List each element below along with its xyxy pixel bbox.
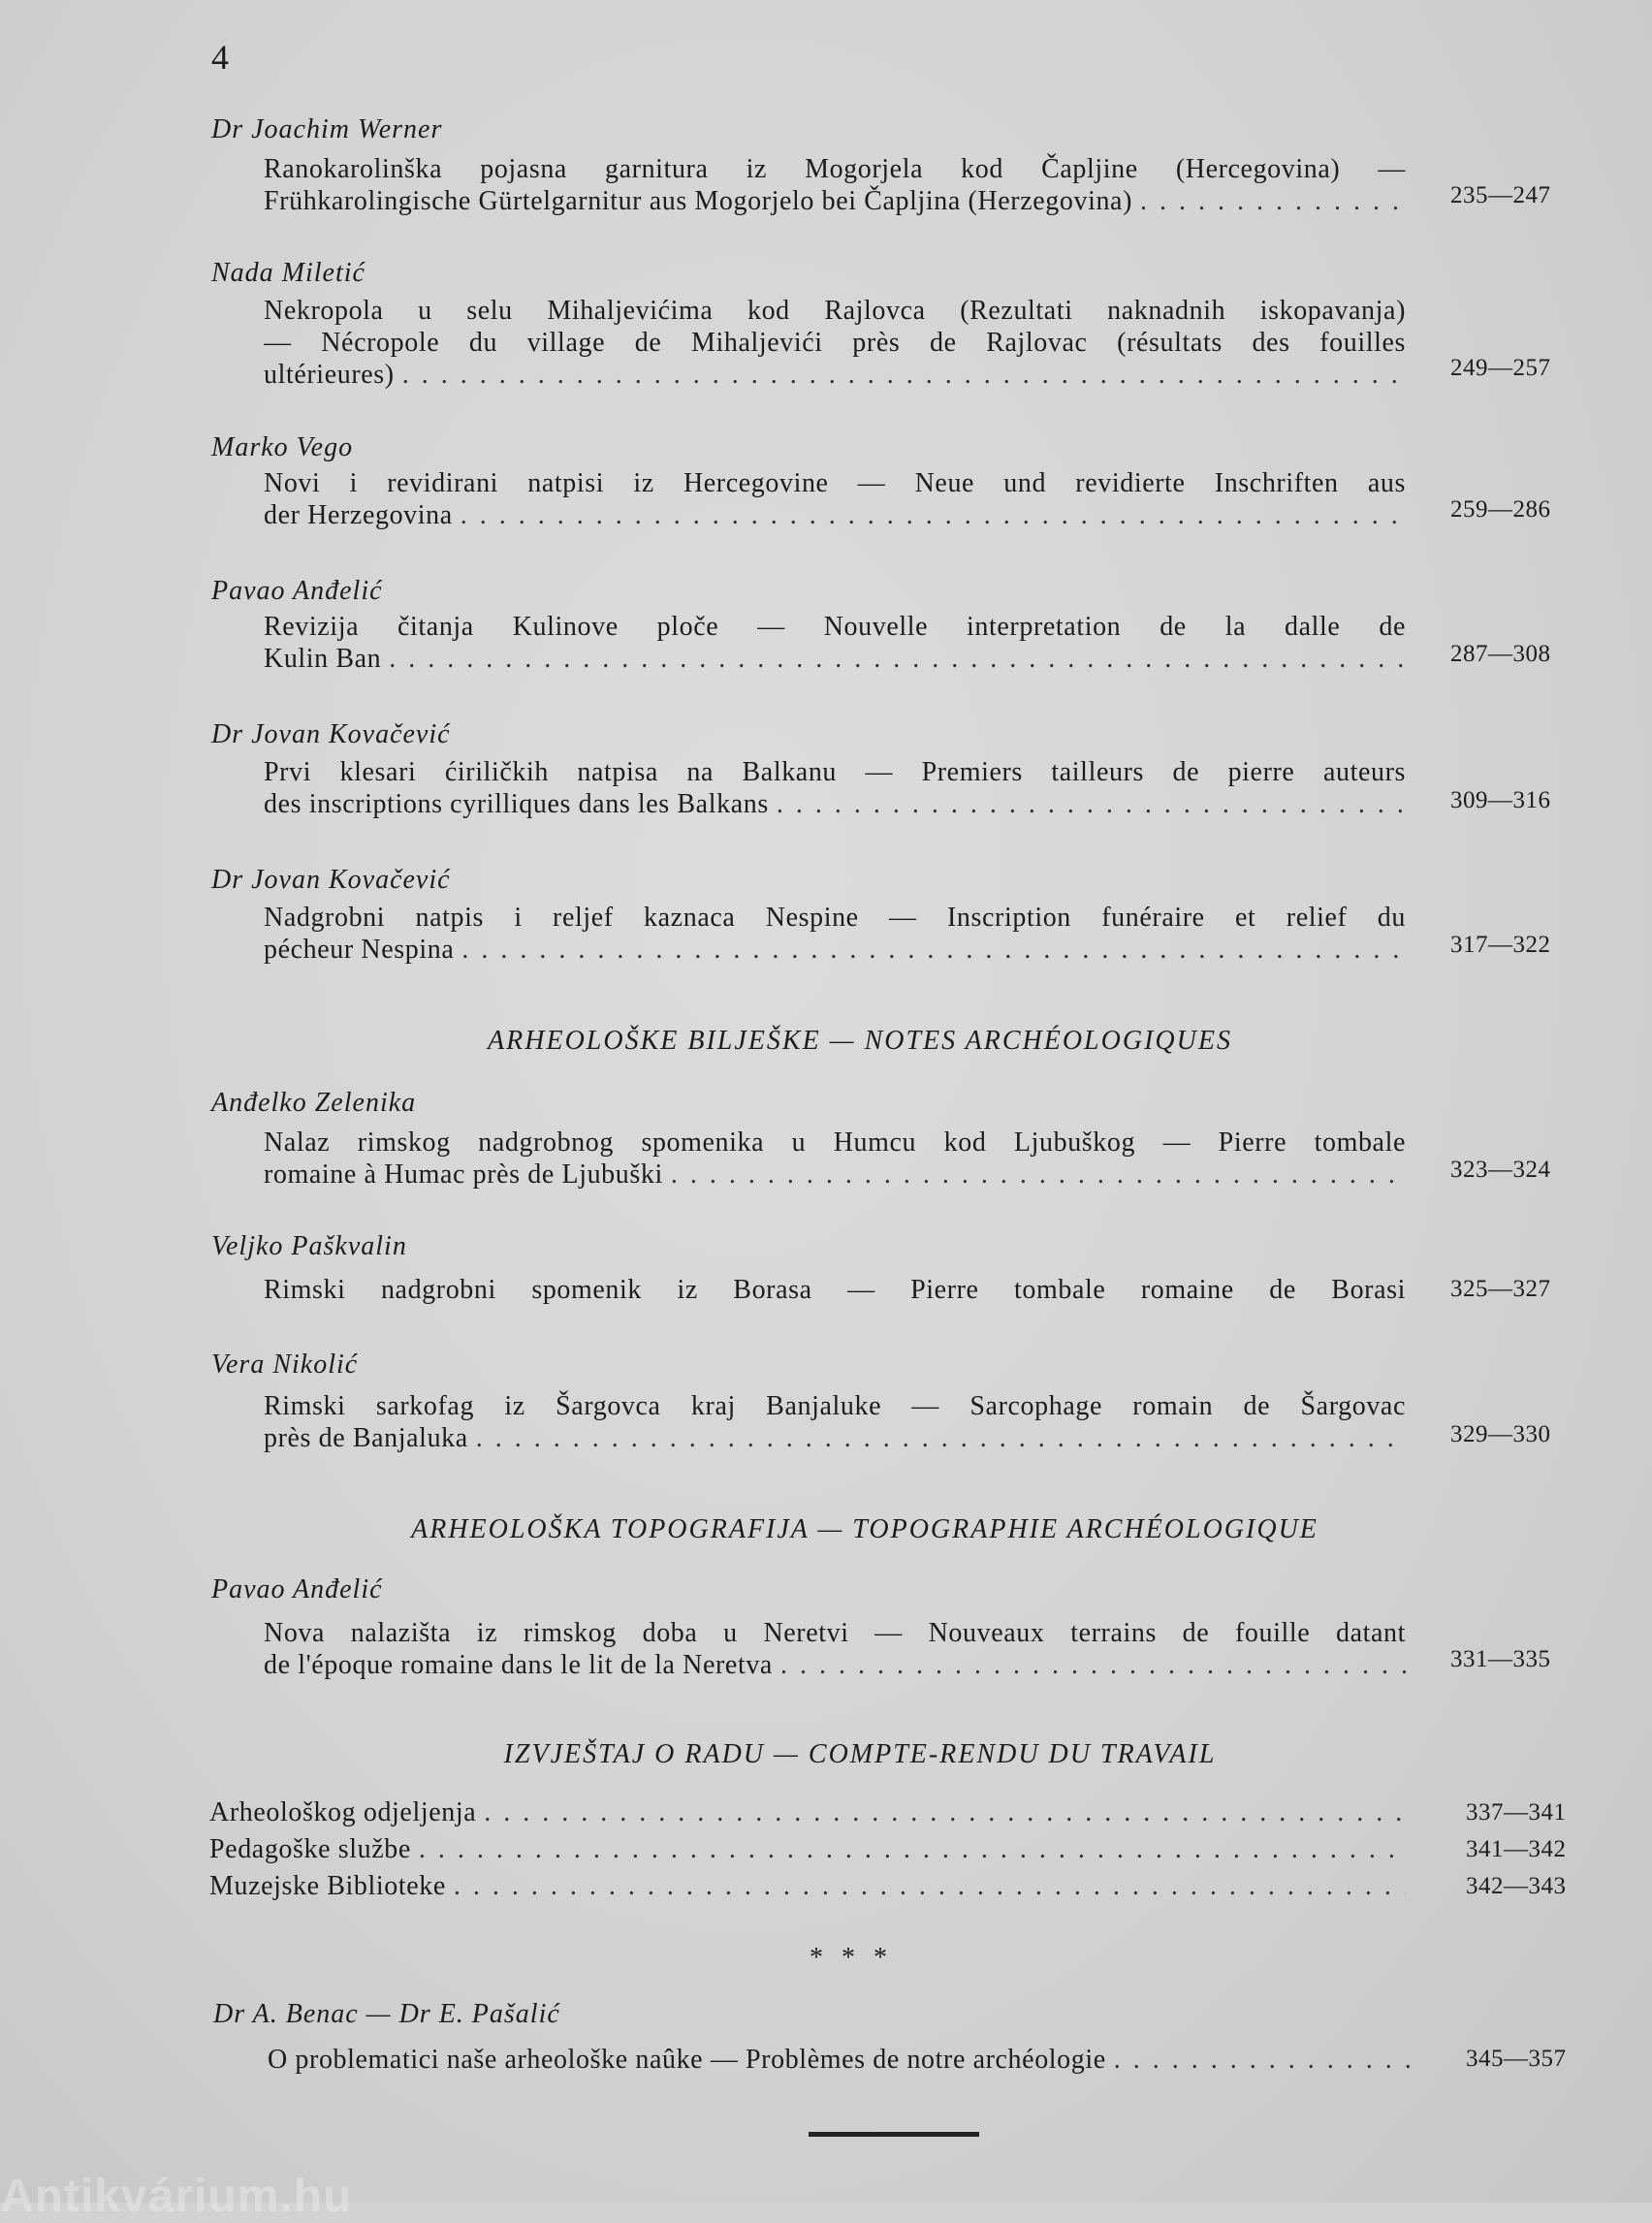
section-heading-topography: ARHEOLOŠKA TOPOGRAFIJA — TOPOGRAPHIE ARCHÉOLOGIQUE	[411, 1514, 1318, 1544]
dot-leader	[777, 789, 1406, 819]
report-label: Arheološkog odjeljenja	[209, 1797, 477, 1827]
dot-leader	[461, 500, 1406, 530]
title-line: Prvi klesari ćiriličkih natpisa na Balkanu — Premiers tailleurs de pierre auteurs	[264, 757, 1406, 787]
page-range: 323—324	[1450, 1157, 1551, 1183]
section-heading-notes: ARHEOLOŠKE BILJEŠKE — NOTES ARCHÉOLOGIQUES	[488, 1026, 1232, 1056]
article-title	[264, 1127, 1406, 1191]
article-author: Marko Vego	[211, 432, 354, 462]
article-title	[268, 2044, 1410, 2076]
article-author: Dr A. Benac — Dr E. Pašalić	[213, 1999, 560, 2029]
report-label: Muzejske Biblioteke	[209, 1871, 446, 1901]
page-range: 287—308	[1450, 641, 1551, 667]
dot-leader	[780, 1650, 1406, 1680]
title-line: Nadgrobni natpis i reljef kaznaca Nespine — Inscription funéraire et relief du	[264, 903, 1406, 933]
title-line-dotted	[264, 934, 1406, 966]
dot-leader	[419, 1834, 1406, 1865]
title-line-dotted	[264, 499, 1406, 531]
page-range: 235—247	[1450, 182, 1551, 208]
article-author: Veljko Paškvalin	[211, 1231, 407, 1261]
page-number: 4	[211, 38, 229, 77]
title-line-text: ultérieures)	[264, 360, 395, 390]
title-line: Ranokarolinška pojasna garnitura iz Mogorjela kod Čapljine (Hercegovina) —	[264, 154, 1406, 184]
title-line: — Nécropole du village de Mihaljevići près de Rajlovac (résultats des fouilles	[264, 328, 1406, 358]
article-title	[264, 1390, 1406, 1454]
article-title	[264, 153, 1406, 217]
article-author: Nada Miletić	[211, 258, 365, 288]
title-line-dotted	[264, 643, 1406, 675]
article-title	[264, 467, 1406, 531]
report-row	[209, 1871, 1406, 1902]
article-author: Dr Joachim Werner	[211, 114, 443, 144]
article-title	[264, 756, 1406, 820]
dot-leader	[1140, 186, 1406, 216]
title-line-text: pécheur Nespina	[264, 935, 455, 965]
article-title	[264, 295, 1406, 391]
dot-leader	[402, 360, 1406, 390]
section-heading-report: IZVJEŠTAJ O RADU — COMPTE-RENDU DU TRAVAIL	[503, 1739, 1217, 1769]
report-label: Pedagoške službe	[209, 1834, 411, 1864]
title-line: Nekropola u selu Mihaljevićima kod Rajlovca (Rezultati naknadnih iskopavanja)	[264, 296, 1406, 326]
title-line-text: près de Banjaluka	[264, 1423, 468, 1453]
watermark: Antikvárium.hu	[0, 2171, 353, 2222]
title-line: Novi i revidirani natpisi iz Hercegovine — Neue und revidierte Inschriften aus	[264, 468, 1406, 498]
article-title	[264, 1617, 1406, 1681]
title-line-dotted	[264, 185, 1406, 217]
dot-leader	[671, 1159, 1406, 1190]
separator-stars: * * *	[810, 1943, 893, 1973]
dot-leader	[476, 1423, 1406, 1453]
title-line-text: des inscriptions cyrilliques dans les Balkans	[264, 789, 769, 819]
title-line-text: de l'époque romaine dans le lit de la Neretva	[264, 1650, 773, 1680]
title-line-text: romaine à Humac près de Ljubuški	[264, 1159, 663, 1190]
page-range: 325—327	[1450, 1276, 1551, 1302]
page-range: 345—357	[1466, 2046, 1567, 2072]
title-line: Nalaz rimskog nadgrobnog spomenika u Humcu kod Ljubuškog — Pierre tombale	[264, 1127, 1406, 1158]
article-author: Anđelko Zelenika	[211, 1088, 417, 1118]
page-range: 331—335	[1450, 1646, 1551, 1672]
title-line: Revizija čitanja Kulinove ploče — Nouvelle interpretation de la dalle de	[264, 612, 1406, 642]
article-author: Pavao Anđelić	[211, 1574, 383, 1604]
dot-leader	[389, 644, 1406, 674]
title-line-dotted	[264, 359, 1406, 391]
title-line-text: der Herzegovina	[264, 500, 453, 530]
report-row	[209, 1797, 1406, 1828]
title-line-dotted	[264, 788, 1406, 820]
dot-leader	[461, 935, 1406, 965]
page-range: 317—322	[1450, 932, 1551, 958]
page-range: 249—257	[1450, 355, 1551, 381]
article-title	[264, 1274, 1406, 1306]
article-author: Vera Nikolić	[211, 1350, 359, 1380]
page-range: 341—342	[1466, 1836, 1567, 1862]
title-line: Rimski sarkofag iz Šargovca kraj Banjaluke — Sarcophage romain de Šargovac	[264, 1391, 1406, 1421]
dot-leader	[484, 1797, 1406, 1828]
title-line: Rimski nadgrobni spomenik iz Borasa — Pierre tombale romaine de Borasi	[264, 1275, 1406, 1305]
page-range: 342—343	[1466, 1873, 1567, 1899]
closing-rule	[809, 2132, 979, 2137]
page-range: 337—341	[1466, 1799, 1567, 1826]
dot-leader	[454, 1871, 1406, 1902]
article-title	[264, 902, 1406, 966]
title-line-dotted	[264, 1422, 1406, 1454]
article-author: Dr Jovan Kovačević	[211, 865, 451, 895]
dot-leader	[1114, 2045, 1410, 2075]
title-line-text: Kulin Ban	[264, 644, 382, 674]
title-line-dotted	[264, 1159, 1406, 1191]
title-line-dotted	[264, 1649, 1406, 1681]
title-line-text: Frühkarolingische Gürtelgarnitur aus Mogorjelo bei Čapljina (Herzegovina)	[264, 186, 1132, 216]
title-line: Nova nalazišta iz rimskog doba u Neretvi — Nouveaux terrains de fouille datant	[264, 1618, 1406, 1648]
title-line-dotted	[268, 2044, 1410, 2076]
article-author: Dr Jovan Kovačević	[211, 719, 451, 749]
article-author: Pavao Anđelić	[211, 576, 383, 606]
report-row	[209, 1834, 1406, 1865]
page-range: 329—330	[1450, 1421, 1551, 1447]
page-range: 309—316	[1450, 787, 1551, 813]
page-range: 259—286	[1450, 496, 1551, 523]
article-title	[264, 611, 1406, 675]
title-line-text: O problematici naše arheološke naûke — Problèmes de notre archéologie	[268, 2045, 1106, 2075]
